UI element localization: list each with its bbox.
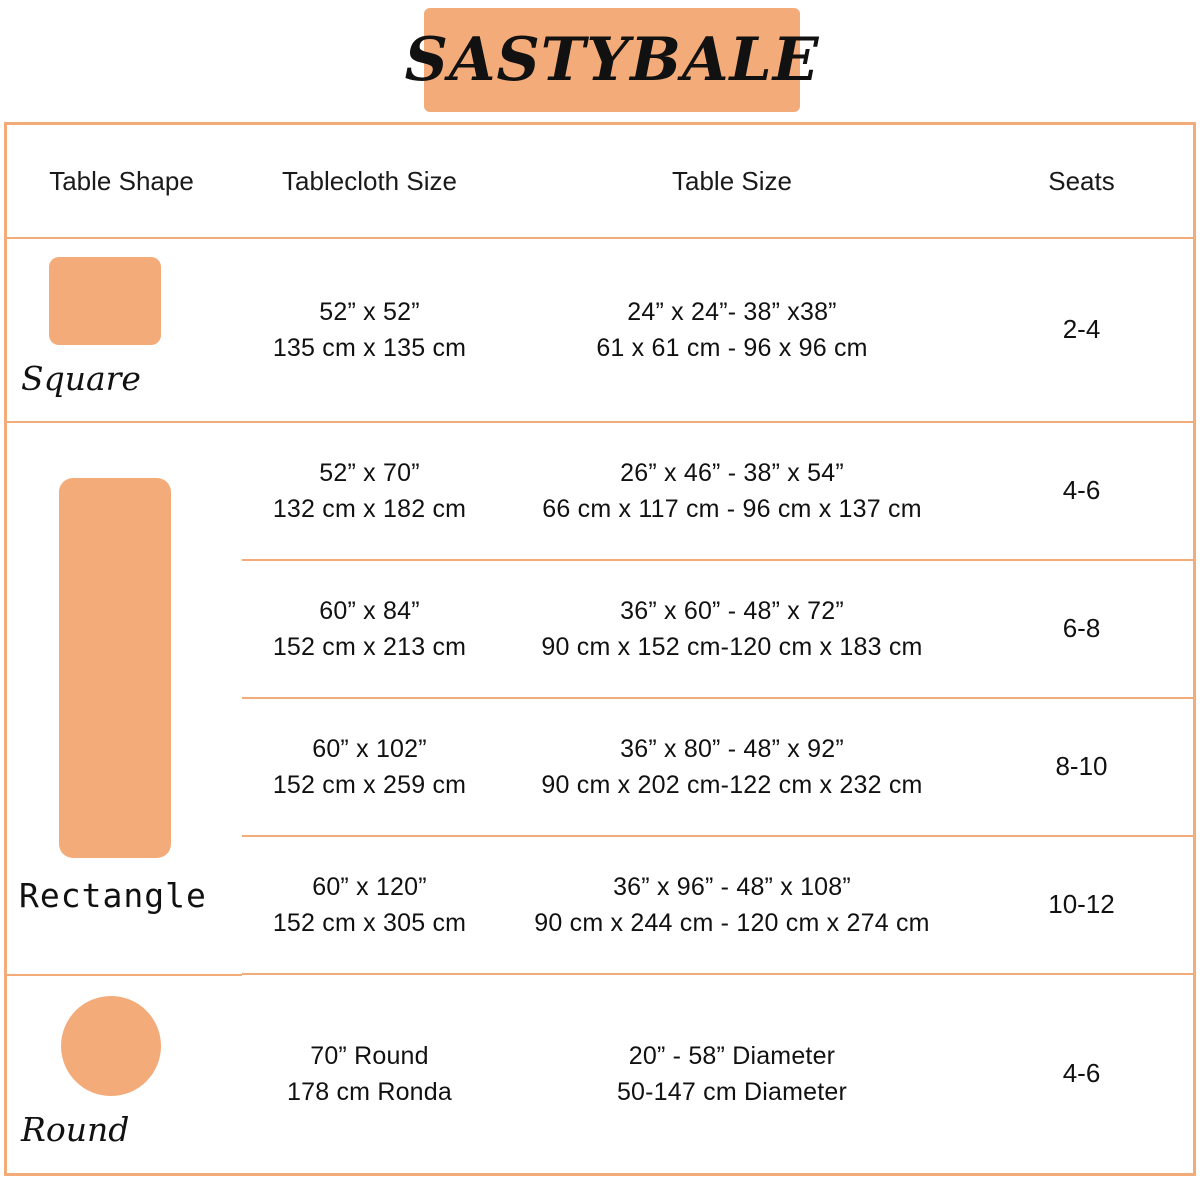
tablecloth-size-inches: 52” x 52” [319, 297, 420, 326]
table-row [7, 422, 1196, 560]
cell-table-size [497, 560, 967, 698]
table-row [7, 975, 1196, 1173]
shape-cell-square [7, 238, 242, 422]
shape-label-round: Round [21, 1109, 130, 1149]
tablecloth-size-inches: 70” Round [310, 1041, 429, 1070]
cell-seats: 4-6 [1062, 1058, 1101, 1089]
cell-seats: 4-6 [967, 422, 1196, 560]
tablecloth-size-cm: 152 cm x 305 cm [272, 909, 467, 938]
table-body [7, 238, 1196, 1173]
tablecloth-size-cm: 152 cm x 213 cm [272, 633, 467, 662]
table-size-inches: 36” x 60” - 48” x 72” [620, 596, 844, 625]
tablecloth-size-inches: 60” x 102” [312, 734, 427, 763]
size-chart-table-frame [4, 122, 1196, 1176]
tablecloth-size-inches: 60” x 120” [312, 872, 427, 901]
cell-tablecloth-size [242, 422, 497, 560]
cell-tablecloth-size [242, 836, 497, 974]
table-size-cm: 61 x 61 cm - 96 x 96 cm [596, 334, 868, 363]
rectangle-shape-icon [59, 478, 171, 858]
table-header [7, 125, 1196, 238]
size-chart-table [7, 125, 1196, 1173]
tablecloth-size-inches: 60” x 84” [319, 596, 420, 625]
header-row [7, 125, 1196, 238]
table-size-cm: 90 cm x 244 cm - 120 cm x 274 cm [534, 909, 930, 938]
cell-tablecloth-size [242, 698, 497, 836]
tablecloth-size-cm: 152 cm x 259 cm [272, 771, 467, 800]
cell-tablecloth-size [242, 238, 497, 422]
shape-cell-rectangle [7, 422, 242, 975]
tablecloth-size-cm: 132 cm x 182 cm [272, 495, 467, 524]
cell-seats: 10-12 [967, 836, 1196, 974]
tablecloth-size-inches: 52” x 70” [319, 458, 420, 487]
cell-tablecloth-size [242, 975, 497, 1173]
cell-tablecloth-size [242, 560, 497, 698]
table-size-cm: 50-147 cm Diameter [616, 1078, 848, 1106]
cell-seats: 2-4 [967, 238, 1196, 422]
table-row [7, 238, 1196, 422]
table-size-inches: 36” x 96” - 48” x 108” [613, 872, 851, 901]
cell-table-size [497, 836, 967, 974]
table-size-cm: 90 cm x 202 cm-122 cm x 232 cm [541, 771, 923, 800]
table-size-inches: 24” x 24”- 38” x38” [627, 297, 837, 326]
brand-badge [404, 8, 820, 112]
table-size-inches: 20” - 58” Diameter [628, 1041, 836, 1070]
brand-name: SASTYBALE [404, 25, 820, 95]
shape-label-rectangle: Rectangle [19, 875, 207, 915]
square-shape-icon [49, 257, 161, 345]
cell-table-size [497, 238, 967, 422]
cell-table-size [497, 975, 967, 1173]
shape-label-square: Square [21, 359, 141, 399]
round-shape-icon [61, 996, 161, 1096]
table-size-cm: 66 cm x 117 cm - 96 cm x 137 cm [542, 495, 922, 524]
cell-table-size [497, 422, 967, 560]
shape-cell-round [7, 975, 242, 1173]
column-header-tablecloth-size: Tablecloth Size [242, 125, 497, 238]
column-header-table-size: Table Size [497, 125, 967, 238]
column-header-seats: Seats [967, 125, 1196, 238]
brand-banner [0, 0, 1200, 118]
table-size-inches: 26” x 46” - 38” x 54” [620, 458, 844, 487]
cell-seats: 8-10 [967, 698, 1196, 836]
column-header-table-shape: Table Shape [7, 125, 242, 238]
table-size-cm: 90 cm x 152 cm-120 cm x 183 cm [541, 633, 923, 662]
table-size-inches: 36” x 80” - 48” x 92” [620, 734, 844, 763]
tablecloth-size-cm: 135 cm x 135 cm [272, 334, 467, 363]
cell-table-size [497, 698, 967, 836]
cell-seats: 6-8 [967, 560, 1196, 698]
tablecloth-size-cm: 178 cm Ronda [287, 1078, 452, 1106]
